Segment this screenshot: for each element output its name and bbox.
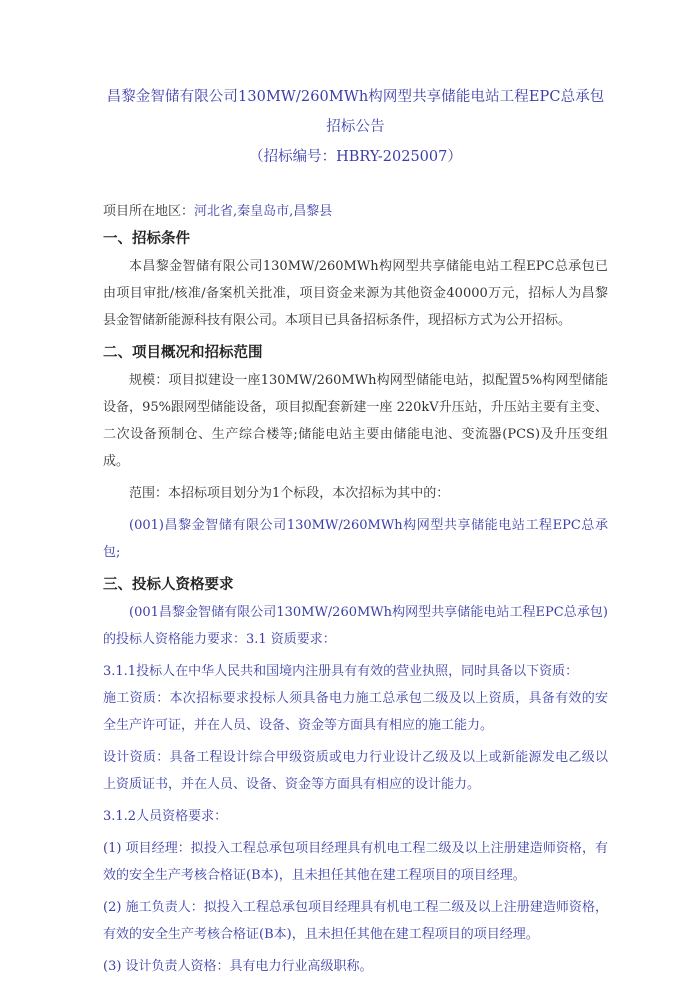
document-title: 昌黎金智储有限公司130MW/260MWh构网型共享储能电站工程EPC总承包招标公告 [106,89,605,135]
location-value: 河北省,秦皇岛市,昌黎县 [194,204,333,219]
bidding-conditions-paragraph: 本昌黎金智储有限公司130MW/260MWh构网型共享储能电站工程EPC总承包已由项目审批/核准/备案机关批准，项目资金来源为其他资金40000万元，招标人为昌黎县金智储新能源科技有限公司。本项目已具备招标条件，现招标方式为公开招标。 [103,259,608,328]
design-qualification: 设计资质：具备工程设计综合甲级资质或电力行业设计乙级及以上或新能源发电乙级以上资质证书，并在人员、设备、资金等方面具有相应的设计能力。 [103,750,608,792]
section-heading-bidding-conditions: 一、招标条件 [103,231,190,247]
qualification-item-3-1-1: 3.1.1投标人在中华人民共和国境内注册具有有效的营业执照，同时具备以下资质： [103,664,579,679]
qualification-intro: (001昌黎金智储有限公司130MW/260MWh构网型共享储能电站工程EPC总承包)的投标人资格能力要求：3.1 资质要求： [103,605,608,647]
project-manager-requirement: (1) 项目经理：拟投入工程总承包项目经理具有机电工程二级及以上注册建造师资格，有效的安全生产考核合格证(B本)，且未担任其他在建工程项目的项目经理。 [103,841,608,883]
bid-number: （招标编号：HBRY-2025007） [249,149,462,165]
project-location [103,198,608,225]
design-lead-requirement: (3) 设计负责人资格：具有电力行业高级职称。 [103,959,373,974]
construction-lead-requirement: (2) 施工负责人：拟投入工程总承包项目经理具有机电工程二级及以上注册建造师资格，有效的安全生产考核合格证(B本)，且未担任其他在建工程项目的项目经理。 [103,900,608,942]
bidding-scope-paragraph: 范围：本招标项目划分为1个标段，本次招标为其中的： [129,486,450,501]
project-scale-paragraph: 规模：项目拟建设一座130MW/260MWh构网型储能电站，拟配置5%构网型储能设备，95%跟网型储能设备，项目拟配套新建一座 220kV升压站，升压站主要有主变、二次设备预制仓、生产综合楼等;储能电站主要由储能电池、变流器(PCS)及升压变组成。 [103,373,608,469]
section-heading-bidder-qualifications: 三、投标人资格要求 [103,577,234,593]
construction-qualification: 施工资质：本次招标要求投标人须具备电力施工总承包二级及以上资质，具备有效的安全生产许可证，并在人员、设备、资金等方面具有相应的施工能力。 [103,691,608,733]
bid-lot-item: (001)昌黎金智储有限公司130MW/260MWh构网型共享储能电站工程EPC总承包; [103,518,608,560]
location-label: 项目所在地区： [103,204,195,219]
section-heading-project-overview: 二、项目概况和招标范围 [103,345,263,361]
qualification-item-3-1-2: 3.1.2人员资格要求： [103,809,228,824]
